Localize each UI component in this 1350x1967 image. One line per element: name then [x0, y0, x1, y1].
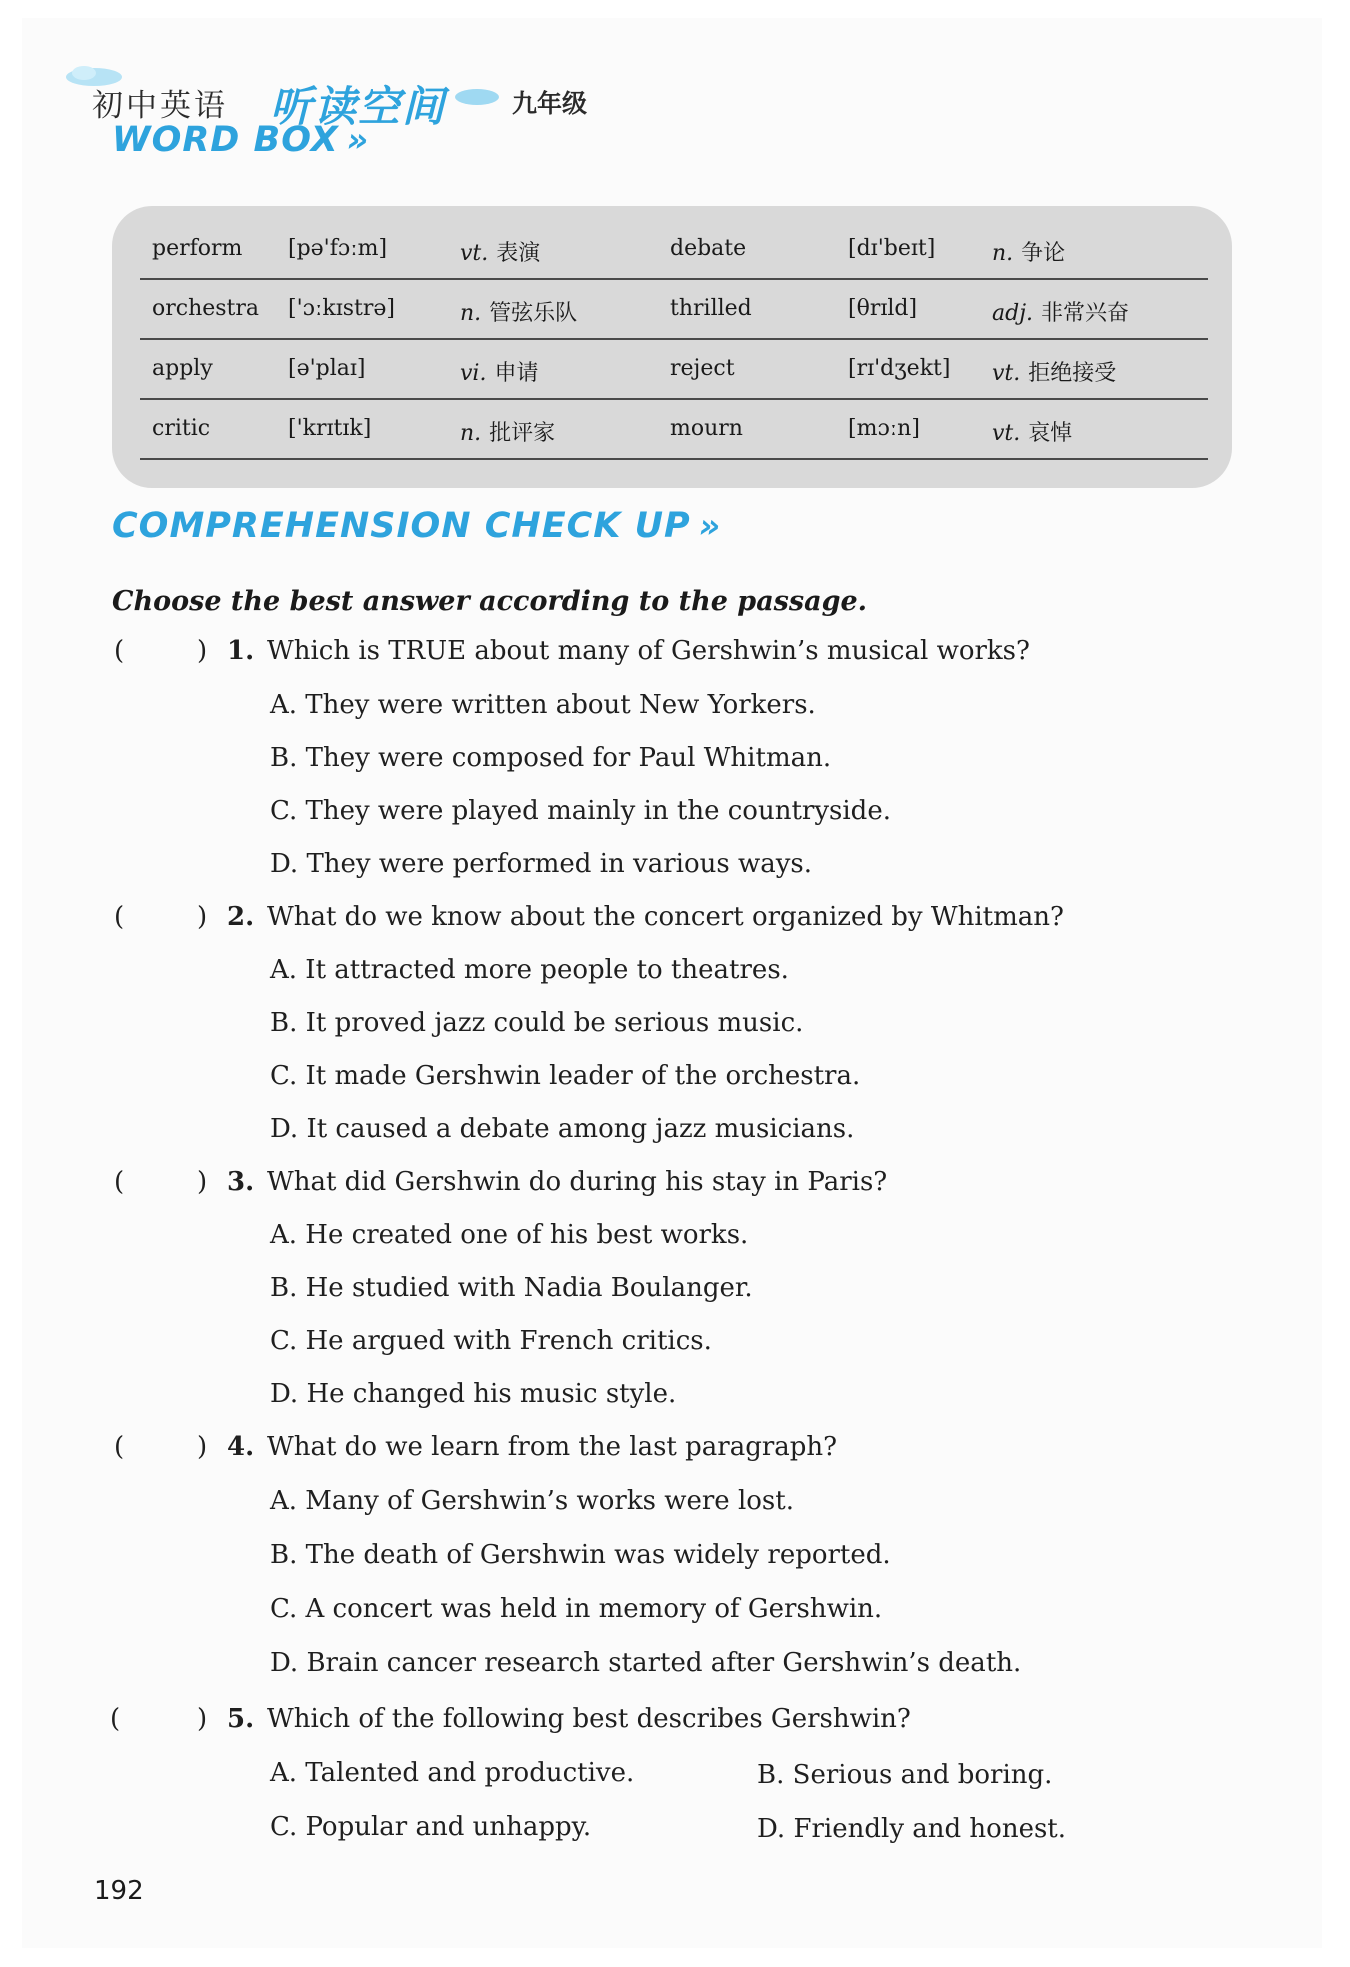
word-row [140, 278, 1208, 340]
option-a[interactable]: A. He created one of his best works. [270, 1220, 749, 1250]
answer-blank-close[interactable]: ) [197, 636, 208, 666]
word-row [140, 218, 1208, 280]
option-b[interactable]: B. They were composed for Paul Whitman. [270, 743, 832, 773]
comprehension-heading: COMPREHENSION CHECK UP » [112, 506, 722, 546]
meaning: 管弦乐队 [489, 301, 578, 326]
question-text: Which is TRUE about many of Gershwin’s musical works? [267, 636, 1030, 666]
phonetic: [pə'fɔːm] [288, 236, 388, 261]
phonetic: ['ɔːkɪstrə] [288, 296, 395, 321]
answer-blank-close[interactable]: ) [197, 1704, 208, 1734]
meaning: 拒绝接受 [1028, 361, 1117, 386]
definition [992, 236, 1065, 267]
word: apply [152, 356, 213, 381]
option-c[interactable]: C. A concert was held in memory of Gershwin. [270, 1594, 883, 1624]
word: reject [670, 356, 735, 381]
cloud-icon [452, 86, 502, 108]
answer-blank-open[interactable]: ( [114, 902, 125, 932]
brand-title: 听读空间 [270, 82, 447, 131]
part-of-speech: n. [460, 301, 482, 326]
question-number: 1. [227, 636, 255, 666]
definition [992, 356, 1116, 387]
option-a[interactable]: A. They were written about New Yorkers. [270, 690, 816, 720]
part-of-speech: vt. [992, 361, 1021, 386]
word: thrilled [670, 296, 752, 321]
word-row [140, 398, 1208, 460]
option-b[interactable]: B. It proved jazz could be serious music. [270, 1008, 804, 1038]
question-text: What do we learn from the last paragraph? [267, 1432, 838, 1462]
answer-blank-close[interactable]: ) [197, 1167, 208, 1197]
part-of-speech: vi. [460, 361, 487, 386]
option-b[interactable]: B. Serious and boring. [757, 1760, 1053, 1790]
word: perform [152, 236, 243, 261]
option-d[interactable]: D. He changed his music style. [270, 1379, 677, 1409]
part-of-speech: n. [992, 241, 1014, 266]
part-of-speech: vt. [460, 241, 489, 266]
double-chevron-icon: » [698, 506, 722, 545]
meaning: 表演 [496, 241, 541, 266]
meaning: 争论 [1021, 241, 1066, 266]
phonetic: [ə'plaɪ] [288, 356, 366, 381]
part-of-speech: n. [460, 421, 482, 446]
definition [992, 296, 1129, 327]
page-number: 192 [94, 1876, 144, 1906]
instruction-text: Choose the best answer according to the passage. [112, 586, 868, 617]
question-text: What did Gershwin do during his stay in Paris? [267, 1167, 888, 1197]
meaning: 哀悼 [1028, 421, 1073, 446]
word-row [140, 338, 1208, 400]
question-text: Which of the following best describes Gershwin? [267, 1704, 911, 1734]
option-b[interactable]: B. He studied with Nadia Boulanger. [270, 1273, 753, 1303]
option-b[interactable]: B. The death of Gershwin was widely reported. [270, 1540, 891, 1570]
option-c[interactable]: C. Popular and unhappy. [270, 1812, 592, 1842]
option-d[interactable]: D. It caused a debate among jazz musicians. [270, 1114, 855, 1144]
option-a[interactable]: A. Many of Gershwin’s works were lost. [270, 1486, 794, 1516]
definition [460, 416, 555, 447]
double-chevron-icon: » [346, 120, 370, 159]
word: critic [152, 416, 211, 441]
option-d[interactable]: D. Friendly and honest. [757, 1814, 1067, 1844]
definition [460, 356, 538, 387]
answer-blank-close[interactable]: ) [197, 902, 208, 932]
question-number: 5. [227, 1704, 255, 1734]
question-number: 3. [227, 1167, 255, 1197]
grade-label: 九年级 [512, 89, 588, 118]
word: mourn [670, 416, 743, 441]
meaning: 非常兴奋 [1041, 301, 1130, 326]
option-c[interactable]: C. He argued with French critics. [270, 1326, 712, 1356]
meaning: 批评家 [489, 421, 556, 446]
meaning: 申请 [494, 361, 539, 386]
word: orchestra [152, 296, 260, 321]
phonetic: [mɔːn] [848, 416, 920, 441]
answer-blank-open[interactable]: ( [114, 1167, 125, 1197]
definition [460, 296, 577, 327]
definition [992, 416, 1072, 447]
series-title: 初中英语 [92, 88, 228, 124]
page [22, 18, 1322, 1948]
answer-blank-close[interactable]: ) [197, 1432, 208, 1462]
question-text: What do we know about the concert organized by Whitman? [267, 902, 1064, 932]
option-c[interactable]: C. They were played mainly in the countryside. [270, 796, 891, 826]
phonetic: ['krɪtɪk] [288, 416, 372, 441]
phonetic: [rɪ'dʒekt] [848, 356, 951, 381]
answer-blank-open[interactable]: ( [114, 1432, 125, 1462]
option-c[interactable]: C. It made Gershwin leader of the orchestra. [270, 1061, 861, 1091]
phonetic: [θrɪld] [848, 296, 918, 321]
phonetic: [dɪ'beɪt] [848, 236, 936, 261]
option-d[interactable]: D. Brain cancer research started after Gershwin’s death. [270, 1648, 1022, 1678]
word: debate [670, 236, 747, 261]
option-a[interactable]: A. It attracted more people to theatres. [270, 955, 789, 985]
part-of-speech: adj. [992, 301, 1034, 326]
question-number: 4. [227, 1432, 255, 1462]
option-d[interactable]: D. They were performed in various ways. [270, 849, 813, 879]
word-box-table [112, 206, 1232, 488]
answer-blank-open[interactable]: ( [110, 1704, 121, 1734]
option-a[interactable]: A. Talented and productive. [270, 1758, 635, 1788]
answer-blank-open[interactable]: ( [114, 636, 125, 666]
definition [460, 236, 540, 267]
part-of-speech: vt. [992, 421, 1021, 446]
word-box-heading: WORD BOX » [112, 120, 370, 160]
question-number: 2. [227, 902, 255, 932]
